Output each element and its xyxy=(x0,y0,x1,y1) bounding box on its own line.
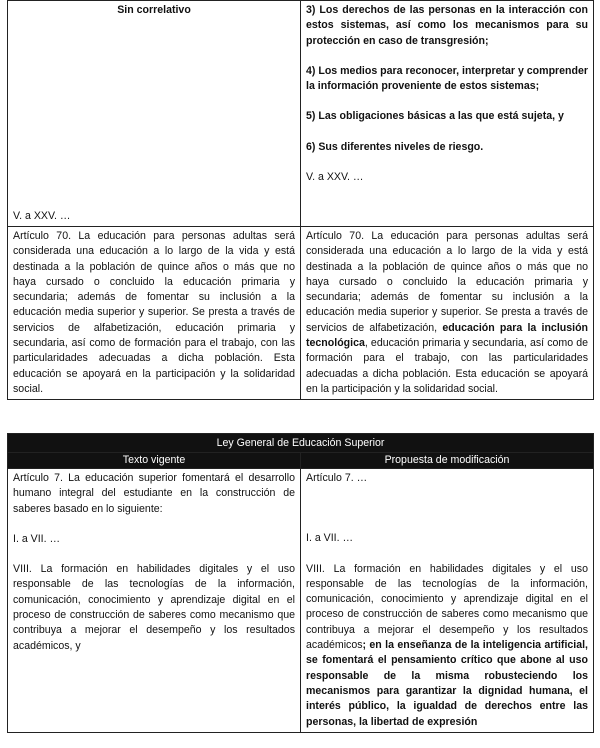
table-row xyxy=(8,1,594,227)
left-cell-sin-correlativo xyxy=(8,1,301,227)
left-cell-articulo-70 xyxy=(8,227,301,400)
table-row xyxy=(8,469,594,733)
left-cell-articulo-7 xyxy=(8,469,301,733)
table-row xyxy=(8,227,594,400)
right-note: V. a XXV. … xyxy=(306,171,364,184)
item-3: 3) Los derechos de las personas en la interacción con estos sistemas, así como los mecanismos para su protección en caso de transgresión; xyxy=(306,4,588,47)
table-header-row xyxy=(8,453,594,469)
item-4: 4) Los medios para reconocer, interpretar y comprender la información proveniente de estos sistemas; xyxy=(306,64,589,93)
articulo-7-intro-proposal: Artículo 7. … xyxy=(306,472,368,484)
right-cell-proposal-items xyxy=(301,1,594,227)
articulo-7-viii: VIII. La formación en habilidades digitales y el uso responsable de las tecnologías de la información, comunicación, conocimiento y aprendizaje digital en el proceso de construcción de saberes como mecanismo que contribuya a mejorar el desempeño y los resultados académicos, y xyxy=(13,563,295,652)
viii-proposal-bold: ; en la enseñanza de la inteligencia artificial, se fomentará el pensamiento crítico que abone al uso responsable de la misma robusteciendo los mecanismos para garantizar la dignidad humana, el interés público, la igualdad de derechos entre las personas, la libertad de expresión xyxy=(306,639,588,728)
left-heading: Sin correlativo xyxy=(117,4,191,16)
item-5: 5) Las obligaciones básicas a las que está sujeta, y xyxy=(306,110,564,123)
table-title: Ley General de Educación Superior xyxy=(8,434,594,453)
articulo-70-current: Artículo 70. La educación para personas adultas será considerada una educación a lo largo de la vida y está destinada a la población de quince años o más que no haya cursado o concluido la educación primaria y secundaria; además de fomentar su inclusión a la educación media superior y superior. Se presta a través de servicios de alfabetización, educación primaria y secundaria, así como de formación para el trabajo, con las particularidades adecuadas a dicha población. Esta educación se apoyará en la participación y la solidaridad social. xyxy=(13,230,295,395)
header-texto-vigente: Texto vigente xyxy=(8,453,301,469)
articulo-70-proposal-a: Artículo 70. La educación para personas adultas será considerada una educación a lo largo de la vida y está destinada a la población de quince años o más que no haya cursado o concluido la educación primaria y secundaria; además de fomentar su inclusión a la educación media superior y superior. Se presta a través de servicios de alfabetización, xyxy=(306,230,588,334)
articulo-7-range-proposal: I. a VII. … xyxy=(306,532,354,545)
header-propuesta: Propuesta de modificación xyxy=(301,453,594,469)
articulo-70-proposal-b: , educación primaria y secundaria, así como de formación para el trabajo, con las particularidades adecuadas a dicha población. Esta educación se apoyará en la participación y la solidaridad social. xyxy=(306,337,588,395)
viii-proposal-a: VIII. La formación en habilidades digitales y el uso responsable de las tecnologías de la información, comunicación, conocimiento y aprendizaje digital en el proceso de construcción de saberes como mecanismo que contribuya a mejorar el desempeño y los resultados académicos xyxy=(306,562,588,652)
articulo-70-proposal-bold: educación para la inclusión tecnológica xyxy=(306,321,589,350)
articulo-7-intro: Artículo 7. La educación superior fomentará el desarrollo humano integral del estudiante en la construcción de saberes basado en lo siguiente: xyxy=(13,472,295,515)
ley-general-educacion-superior-table xyxy=(7,433,594,733)
left-note: V. a XXV. … xyxy=(13,209,71,222)
right-cell-articulo-7 xyxy=(301,469,594,733)
table-title-row xyxy=(8,434,594,453)
articulo-7-range: I. a VII. … xyxy=(13,532,61,545)
comparison-table-continued xyxy=(7,0,594,400)
item-6: 6) Sus diferentes niveles de riesgo. xyxy=(306,140,484,153)
right-cell-articulo-70 xyxy=(301,227,594,400)
articulo-7-viii-proposal xyxy=(306,562,588,730)
